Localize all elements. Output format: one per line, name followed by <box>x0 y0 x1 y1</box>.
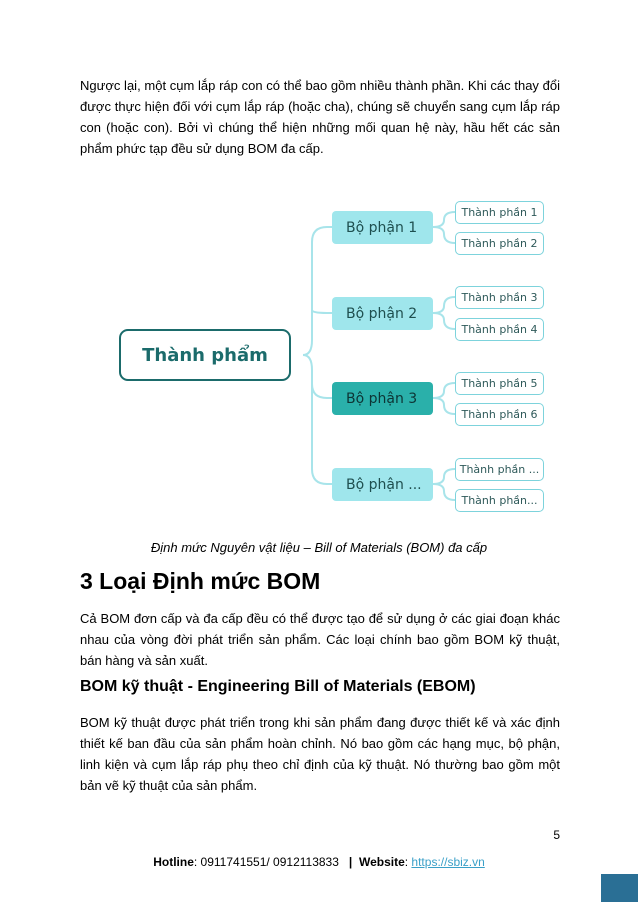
connector-part2-comp4 <box>433 313 455 329</box>
footer-separator: | <box>348 855 353 869</box>
component-node-7: Thành phần ... <box>455 458 544 481</box>
connector-part4-comp7 <box>433 469 455 484</box>
hotline-value: : 0911741551/ 0912113833 <box>193 855 339 869</box>
connector-part3-comp5 <box>433 383 455 398</box>
component-node-8: Thành phần... <box>455 489 544 512</box>
connector-root-part-2 <box>312 310 332 313</box>
component-node-6: Thành phần 6 <box>455 403 544 426</box>
website-label: Website <box>358 855 405 869</box>
section-heading: 3 Loại Định mức BOM <box>80 568 321 594</box>
component-node-3: Thành phần 3 <box>455 286 544 309</box>
page-footer <box>0 855 638 869</box>
component-node-4: Thành phần 4 <box>455 318 544 341</box>
part-node-1: Bộ phận 1 <box>332 211 433 244</box>
part-node-3: Bộ phận 3 <box>332 382 433 415</box>
connector-root-part-1 <box>303 227 332 355</box>
hotline-label: Hotline <box>153 855 194 869</box>
component-node-5: Thành phần 5 <box>455 372 544 395</box>
part-node-4: Bộ phận ... <box>332 468 433 501</box>
connector-root-part-3 <box>303 355 332 398</box>
website-separator: : <box>404 855 412 869</box>
connector-part1-comp1 <box>433 212 455 227</box>
component-node-2: Thành phần 2 <box>455 232 544 255</box>
figure-caption: Định mức Nguyên vật liệu – Bill of Materials (BOM) đa cấp <box>150 540 488 555</box>
ebom-paragraph: BOM kỹ thuật được phát triển trong khi sản phẩm đang được thiết kế và xác định thiết kế ban đầu của sản phẩm hoàn chỉnh. Nó bao gồm các hạng mục, bộ phận, linh kiện và cụm lắp ráp phụ theo chỉ định của kỹ thuật. Nó thường bao gồm một bản vẽ kỹ thuật của sản phẩm. <box>80 715 560 793</box>
website-link[interactable]: https://sbiz.vn <box>411 855 485 869</box>
ebom-heading: BOM kỹ thuật - Engineering Bill of Materials (EBOM) <box>80 678 476 695</box>
connector-part4-comp8 <box>433 484 455 500</box>
corner-accent <box>601 874 638 902</box>
part-node-2: Bộ phận 2 <box>332 297 433 330</box>
root-node-finished-product: Thành phẩm <box>119 329 291 381</box>
bom-types-paragraph: Cả BOM đơn cấp và đa cấp đều có thể được tạo để sử dụng ở các giai đoạn khác nhau của vòng đời phát triển sản phẩm. Các loại chính bao gồm BOM kỹ thuật, bán hàng và sản xuất. <box>80 611 560 668</box>
connector-part1-comp2 <box>433 227 455 243</box>
page-number: 5 <box>553 828 560 842</box>
component-node-1: Thành phần 1 <box>455 201 544 224</box>
intro-paragraph: Ngược lại, một cụm lắp ráp con có thể bao gồm nhiều thành phần. Khi các thay đổi được thực hiện đối với cụm lắp ráp (hoặc cha), chúng sẽ chuyển sang cụm lắp ráp con (hoặc con). Bởi vì chúng thể hiện những mối quan hệ này, hầu hết các sản phẩm phức tạp đều sử dụng BOM đa cấp. <box>80 78 560 156</box>
connector-part3-comp6 <box>433 398 455 414</box>
connector-part2-comp3 <box>433 297 455 313</box>
